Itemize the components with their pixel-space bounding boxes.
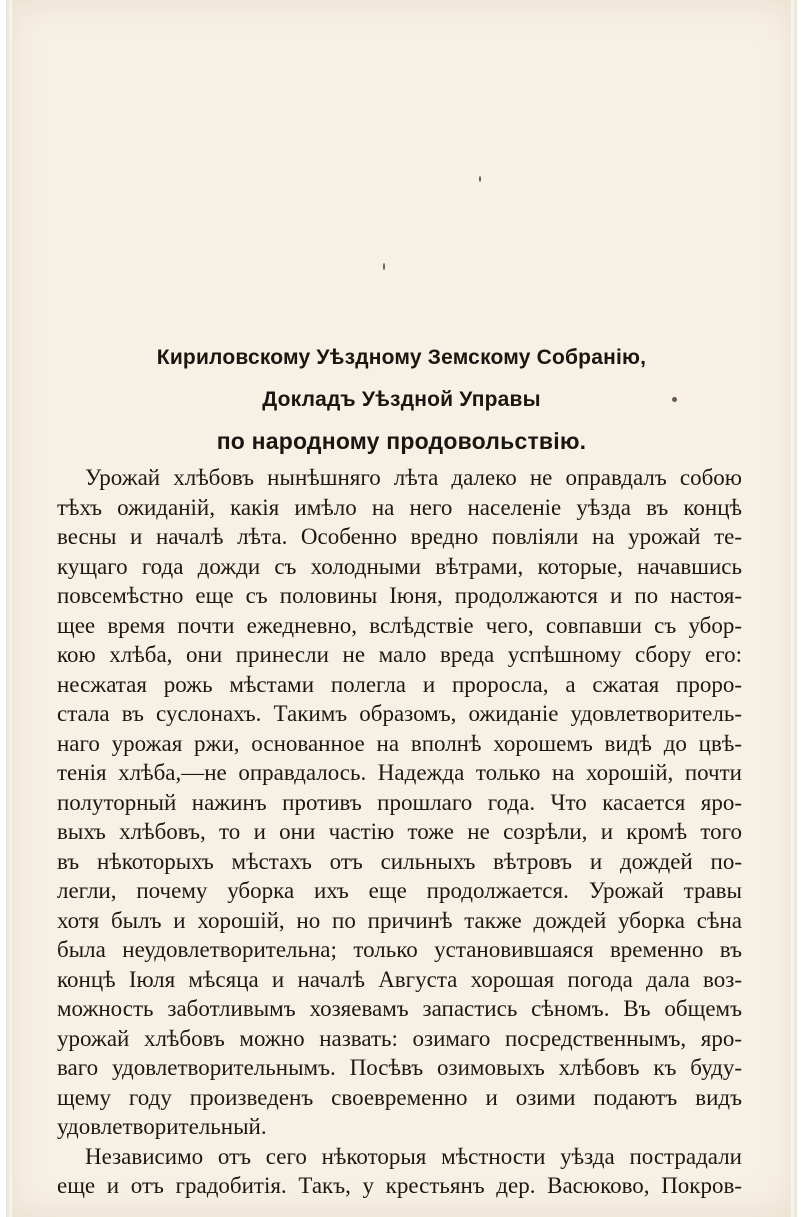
text-line: наго урожая ржи, основанное на вполнѣ хорошемъ видѣ до цвѣ- — [57, 730, 742, 756]
text-line: повсемѣстно еще съ половины Іюня, продолжаются и по настоя- — [57, 583, 742, 608]
text-line: можность заботливымъ хозяевамъ запастись сѣномъ. Въ общемъ — [57, 996, 742, 1021]
ink-speck — [479, 176, 481, 182]
text-line: концѣ Іюля мѣсяца и началѣ Августа хорошая погода дала воз- — [57, 966, 742, 992]
text-line: стала въ суслонахъ. Такимъ образомъ, ожиданіе удовлетворитель- — [57, 701, 742, 726]
text-line: кущаго года дожди съ холодными вѣтрами, которые, начавшись — [57, 553, 742, 579]
text-line: весны и началѣ лѣта. Особенно вредно повліяли на урожай те- — [57, 524, 742, 549]
text-line: Независимо отъ сего нѣкоторыя мѣстности уѣзда пострадали — [85, 1143, 742, 1169]
page-edge-right — [791, 0, 797, 1217]
heading-addressee: Кириловскому Уѣздному Земскому Собранію, — [156, 346, 647, 369]
page-edge-left — [6, 0, 12, 1217]
paragraph-1 — [57, 463, 742, 1142]
text-line: въ нѣкоторыхъ мѣстахъ отъ сильныхъ вѣтровъ и дождей по- — [57, 848, 742, 874]
text-line: удовлетворительный. — [57, 1114, 267, 1139]
text-line: тѣхъ ожиданій, какія имѣло на него населеніе уѣзда въ концѣ — [57, 494, 742, 520]
text-line: Урожай хлѣбовъ нынѣшняго лѣта далеко не оправдалъ собою — [85, 465, 742, 490]
text-line: легли, почему уборка ихъ еще продолжается. Урожай травы — [57, 878, 742, 903]
heading-report-title: Докладъ Уѣздной Управы — [262, 388, 541, 411]
text-line: кою хлѣба, они принесли не мало вреда успѣшному сбору его: — [57, 642, 742, 667]
text-line: хотя былъ и хорошій, но по причинѣ также дождей уборка сѣна — [57, 907, 742, 933]
document-body — [57, 463, 742, 1201]
text-line: выхъ хлѣбовъ, то и они частію тоже не созрѣли, и кромѣ того — [57, 819, 742, 844]
text-line: щему году произведенъ своевременно и озими подаютъ видъ — [57, 1084, 742, 1110]
text-line: полуторный нажинъ противъ прошлаго года. Что касается яро- — [57, 789, 742, 815]
text-line: была неудовлетворительна; только установившаяся временно въ — [57, 937, 742, 962]
text-line: тенія хлѣба,—не оправдалось. Надежда только на хорошій, почти — [57, 760, 742, 785]
text-line: щее время почти ежедневно, вслѣдствіе чего, совпавши съ убор- — [57, 612, 742, 638]
text-line: еще и отъ градобитія. Такъ, у крестьянъ дер. Васюково, Покров- — [57, 1173, 742, 1198]
text-line: ваго удовлетворительнымъ. Посѣвъ озимовыхъ хлѣбовъ къ буду- — [57, 1055, 742, 1080]
paragraph-2 — [57, 1142, 742, 1201]
text-line: урожай хлѣбовъ можно назвать: озимаго посредственнымъ, яро- — [57, 1025, 742, 1051]
ink-speck — [383, 263, 385, 270]
heading-subject: по народному продовольствію. — [216, 428, 587, 454]
text-line: несжатая рожь мѣстами полегла и проросла, а сжатая проро- — [57, 671, 742, 697]
